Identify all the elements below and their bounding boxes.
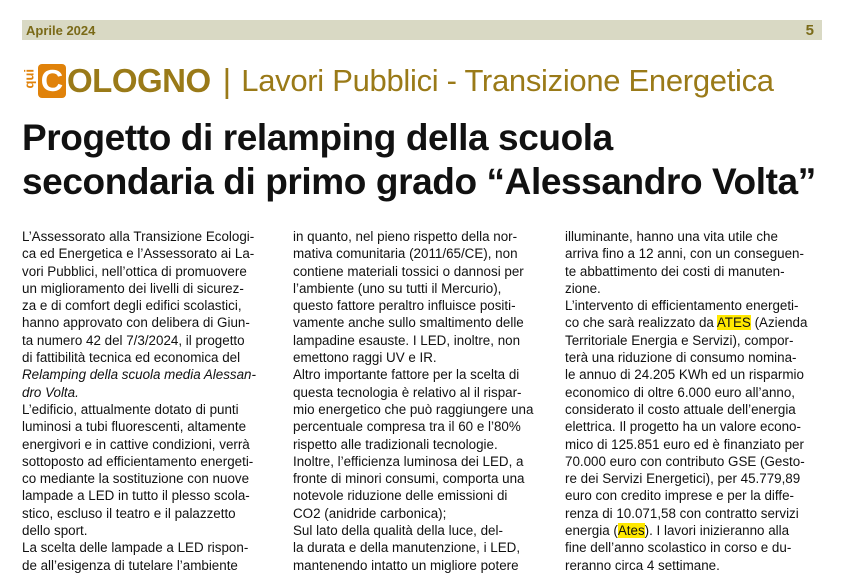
text-line: contiene materiali tossici o dannosi per: [293, 263, 524, 279]
text-line: 70.000 euro con contributo GSE (Gesto-: [565, 453, 805, 469]
text-line: vamente anche sullo smaltimento delle: [293, 315, 524, 331]
article-column-1: [22, 228, 272, 574]
text-line: economico di oltre 6.000 euro all’anno,: [565, 384, 796, 400]
logo-qui: qui: [21, 68, 37, 88]
logo-cologno: OLOGNO: [67, 62, 211, 99]
text-line: luminosi a tubi fluorescenti, altamente: [22, 419, 247, 435]
text-line: notevole riduzione delle emissioni di: [293, 488, 508, 504]
text-line: di fattibilità tecnica ed economica del: [22, 350, 241, 366]
text-line: fine dell’anno scolastico in corso e du-: [565, 540, 792, 556]
text-line: le annuo di 24.205 KWh ed un risparmio: [565, 367, 804, 383]
text-line: euro con credito imprese e per la diffe-: [565, 488, 795, 504]
text-line: mico di 125.851 euro ed è finanziato per: [565, 436, 804, 452]
text-line: mativa comunitaria (2011/65/CE), non: [293, 246, 518, 262]
text-line: za e di comfort degli edifici scolastici,: [22, 298, 242, 314]
text-line: L’edificio, attualmente dotato di punti: [22, 401, 239, 417]
text-line: ca ed Energetica e l’Assessorato ai La-: [22, 246, 255, 262]
text-line: rispetto alle tradizionali tecnologie.: [293, 436, 498, 452]
text-line: mio energetico che può raggiungere una: [293, 401, 534, 417]
text-line: illuminante, hanno una vita utile che: [565, 229, 778, 244]
article-column-2: [293, 228, 543, 574]
article-title-line-1: Progetto di relamping della scuola: [22, 117, 613, 158]
text-line: questa tecnologia è relativo al il rispar-: [293, 384, 522, 400]
text-line: arriva fino a 12 anni, con un conseguen-: [565, 246, 804, 262]
article-title-line-2: secondaria di primo grado “Alessandro Volta”: [22, 161, 816, 202]
text-line: hanno approvato con delibera di Giun-: [22, 315, 250, 331]
text-line: zione.: [565, 280, 601, 296]
text-line: renza di 10.071,58 con contratto servizi: [565, 505, 799, 521]
text-line: Altro importante fattore per la scelta di: [293, 367, 520, 383]
article-title: [22, 116, 822, 204]
text-line: considerato il costo attuale dell’energia: [565, 401, 796, 417]
text-line: L’intervento di efficientamento energeti-: [565, 298, 799, 314]
text-line: Territoriale Energia e Servizi), compor-: [565, 332, 794, 348]
text-fragment: ). I lavori inizieranno alla: [644, 523, 790, 539]
text-line: emettono raggi UV e IR.: [293, 350, 437, 366]
text-line: Sul lato della qualità della luce, del-: [293, 523, 503, 539]
text-line: la durata e della manutenzione, i LED,: [293, 540, 521, 556]
section-title: Lavori Pubblici - Transizione Energetica: [241, 63, 774, 98]
text-line: in quanto, nel pieno rispetto della nor-: [293, 229, 518, 244]
highlight-ates: ATES: [716, 315, 751, 331]
text-line: energivori e in cattive condizioni, verrà: [22, 436, 250, 452]
text-line: te abbattimento dei costi di manuten-: [565, 263, 785, 279]
text-line: stico, escluso il teatro e il palazzetto: [22, 505, 236, 521]
text-line: sottoposto ad efficientamento energeti-: [22, 453, 254, 469]
text-line: La scelta delle lampade a LED rispon-: [22, 540, 249, 556]
text-line: fronte di minori consumi, comporta una: [293, 471, 525, 487]
article-column-3: [565, 228, 815, 574]
text-line: de all’esigenza di tutelare l’ambiente: [22, 557, 238, 573]
text-line: lampade a LED in tutto il plesso scola-: [22, 488, 250, 504]
logo-c-block: C: [38, 64, 66, 98]
text-line: [565, 314, 815, 331]
masthead: [22, 58, 774, 104]
page-number: 5: [805, 21, 814, 39]
issue-header-bar: [22, 20, 822, 40]
text-line: vori Pubblici, nell’ottica di promuovere: [22, 263, 247, 279]
text-fragment: co che sarà realizzato da: [565, 315, 714, 331]
text-line: Inoltre, l’efficienza luminosa dei LED, a: [293, 453, 524, 469]
text-line: l’ambiente (uno su tutti il Mercurio),: [293, 280, 502, 296]
masthead-separator: |: [222, 62, 232, 99]
text-line: CO2 (anidride carbonica);: [293, 505, 447, 521]
text-line: [565, 522, 815, 539]
text-fragment: (Azienda: [750, 315, 808, 331]
text-line: dello sport.: [22, 523, 88, 539]
text-line: ta numero 42 del 7/3/2024, il progetto: [22, 332, 245, 348]
issue-date: Aprile 2024: [26, 22, 96, 38]
text-line-italic: dro Volta.: [22, 384, 79, 400]
highlight-ates: Ates: [617, 523, 645, 539]
text-line: lampadine esauste. I LED, inoltre, non: [293, 332, 521, 348]
text-line: mantenendo intatto un migliore potere: [293, 557, 519, 573]
text-line-italic: Relamping della scuola media Alessan-: [22, 367, 256, 383]
text-line: elettrica. Il progetto ha un valore econo-: [565, 419, 801, 435]
text-line: questo fattore peraltro influisce positi-: [293, 298, 516, 314]
text-line: terà una riduzione di consumo nomina-: [565, 350, 797, 366]
text-line: re dei Servizi Energetici), per 45.779,89: [565, 471, 801, 487]
text-line: L’Assessorato alla Transizione Ecologi-: [22, 229, 255, 244]
text-line: reranno circa 4 settimane.: [565, 557, 720, 573]
text-line: co mediante la sostituzione con nuove: [22, 471, 250, 487]
text-fragment: energia (: [565, 523, 618, 539]
text-line: percentuale compresa tra il 60 e l’80%: [293, 419, 521, 435]
text-line: un miglioramento dei livelli di sicurez-: [22, 280, 244, 296]
